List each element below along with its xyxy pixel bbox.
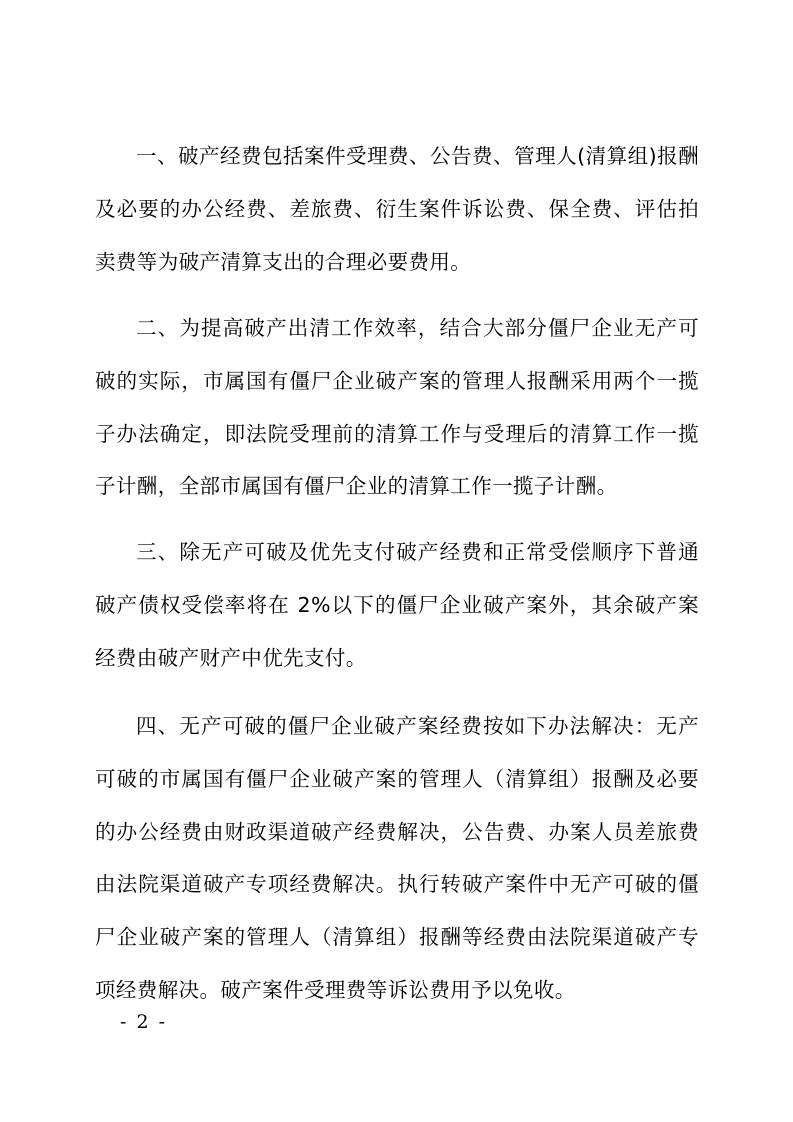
paragraph-1: 一、破产经费包括案件受理费、公告费、管理人(清算组)报酬及必要的办公经费、差旅费、衍生案件诉讼费、保全费、评估拍卖费等为破产清算支出的合理必要费用。 (95, 144, 699, 274)
paragraph-2: 二、为提高破产出清工作效率，结合大部分僵尸企业无产可破的实际，市属国有僵尸企业破产案的管理人报酬采用两个一揽子办法确定，即法院受理前的清算工作与受理后的清算工作一揽子计酬，全部市属国有僵尸企业的清算工作一揽子计酬。 (95, 316, 699, 499)
page-number: - 2 - (120, 1011, 168, 1033)
paragraph-3: 三、除无产可破及优先支付破产经费和正常受偿顺序下普通破产债权受偿率将在 2%以下的僵尸企业破产案外，其余破产案经费由破产财产中优先支付。 (95, 540, 699, 670)
paragraph-4: 四、无产可破的僵尸企业破产案经费按如下办法解决：无产可破的市属国有僵尸企业破产案的管理人（清算组）报酬及必要的办公经费由财政渠道破产经费解决，公告费、办案人员差旅费由法院渠道破产专项经费解决。执行转破产案件中无产可破的僵尸企业破产案的管理人（清算组）报酬等经费由法院渠道破产专项经费解决。破产案件受理费等诉讼费用予以免收。 (95, 714, 699, 1002)
